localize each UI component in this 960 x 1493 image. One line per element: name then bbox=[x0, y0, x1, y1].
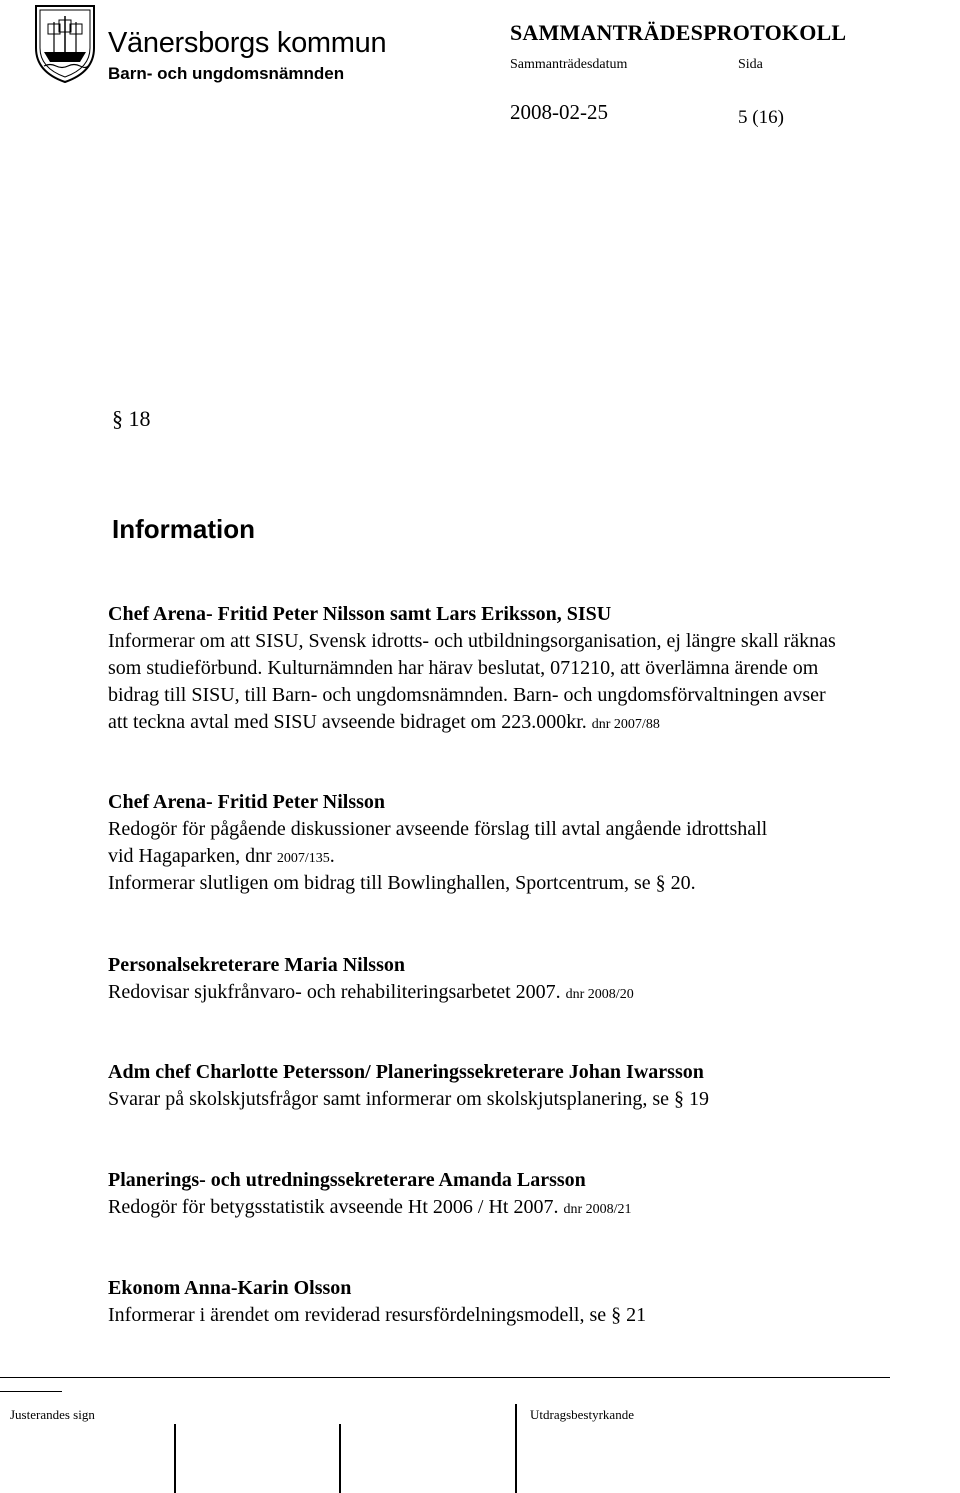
block-text-line bbox=[108, 708, 660, 739]
block-text-line-content: Redogör för betygsstatistik avseende Ht 2006 / Ht 2007. bbox=[108, 1196, 559, 1218]
footer-short-divider bbox=[0, 1391, 62, 1392]
committee-name: Barn- och ungdomsnämnden bbox=[108, 64, 345, 83]
certification-label: Utdragsbestyrkande bbox=[530, 1407, 634, 1422]
block-heading: Chef Arena- Fritid Peter Nilsson samt Lars Eriksson, SISU bbox=[108, 603, 612, 625]
section-title: Information bbox=[112, 514, 255, 544]
block-heading: Personalsekreterare Maria Nilsson bbox=[108, 954, 405, 976]
signature-box-divider bbox=[515, 1404, 517, 1493]
diary-number: dnr 2008/20 bbox=[565, 987, 634, 1002]
block-text-line: bidrag till SISU, till Barn- och ungdomsnämnden. Barn- och ungdomsförvaltningen avser bbox=[108, 684, 826, 706]
section-number: § 18 bbox=[112, 406, 151, 431]
block-text-line-content: vid Hagaparken, dnr bbox=[108, 845, 277, 867]
block-text-line: Informerar om att SISU, Svensk idrotts- och utbildningsorganisation, ej längre skall räknas bbox=[108, 630, 836, 652]
ship-shield-icon bbox=[30, 2, 100, 84]
block-text-line: som studieförbund. Kulturnämnden har härav beslutat, 071210, att överlämna ärende om bbox=[108, 657, 819, 679]
block-text-line bbox=[108, 978, 634, 1009]
block-heading: Ekonom Anna-Karin Olsson bbox=[108, 1277, 352, 1299]
footer-divider bbox=[0, 1377, 890, 1378]
signature-box-divider bbox=[174, 1424, 176, 1493]
block-text-line-content: Redovisar sjukfrånvaro- och rehabiliteringsarbetet 2007. bbox=[108, 981, 561, 1003]
signature-label: Justerandes sign bbox=[10, 1407, 95, 1422]
block-heading: Planerings- och utredningssekreterare Amanda Larsson bbox=[108, 1169, 586, 1191]
block-text-line: Redogör för pågående diskussioner avseende förslag till avtal angående idrottshall bbox=[108, 818, 768, 840]
block-heading: Chef Arena- Fritid Peter Nilsson bbox=[108, 791, 386, 813]
meeting-date-value: 2008-02-25 bbox=[510, 100, 608, 124]
diary-number: 2007/135 bbox=[276, 851, 330, 866]
block-text-line: vid Hagaparken, dnr 2007/135. bbox=[108, 845, 335, 867]
block-heading: Adm chef Charlotte Petersson/ Planeringssekreterare Johan Iwarsson bbox=[108, 1061, 704, 1083]
page-value: 5 (16) bbox=[738, 107, 784, 128]
block-text-line-content: att teckna avtal med SISU avseende bidraget om 223.000kr. bbox=[108, 711, 587, 733]
page-label: Sida bbox=[738, 57, 763, 72]
block-text-line: Svarar på skolskjutsfrågor samt informerar om skolskjutsplanering, se § 19 bbox=[108, 1088, 709, 1110]
signature-box-divider bbox=[339, 1424, 341, 1493]
meeting-date-label: Sammanträdesdatum bbox=[510, 57, 628, 72]
block-text-line: Informerar i ärendet om reviderad resursfördelningsmodell, se § 21 bbox=[108, 1304, 647, 1326]
block-text-line bbox=[108, 1193, 632, 1224]
document-title: SAMMANTRÄDESPROTOKOLL bbox=[510, 20, 847, 45]
block-text-line: Informerar slutligen om bidrag till Bowlinghallen, Sportcentrum, se § 20. bbox=[108, 872, 696, 894]
diary-number: dnr 2008/21 bbox=[563, 1202, 632, 1217]
diary-number: dnr 2007/88 bbox=[591, 717, 660, 732]
organization-name: Vänersborgs kommun bbox=[108, 27, 387, 59]
municipality-coat-of-arms bbox=[30, 2, 100, 84]
